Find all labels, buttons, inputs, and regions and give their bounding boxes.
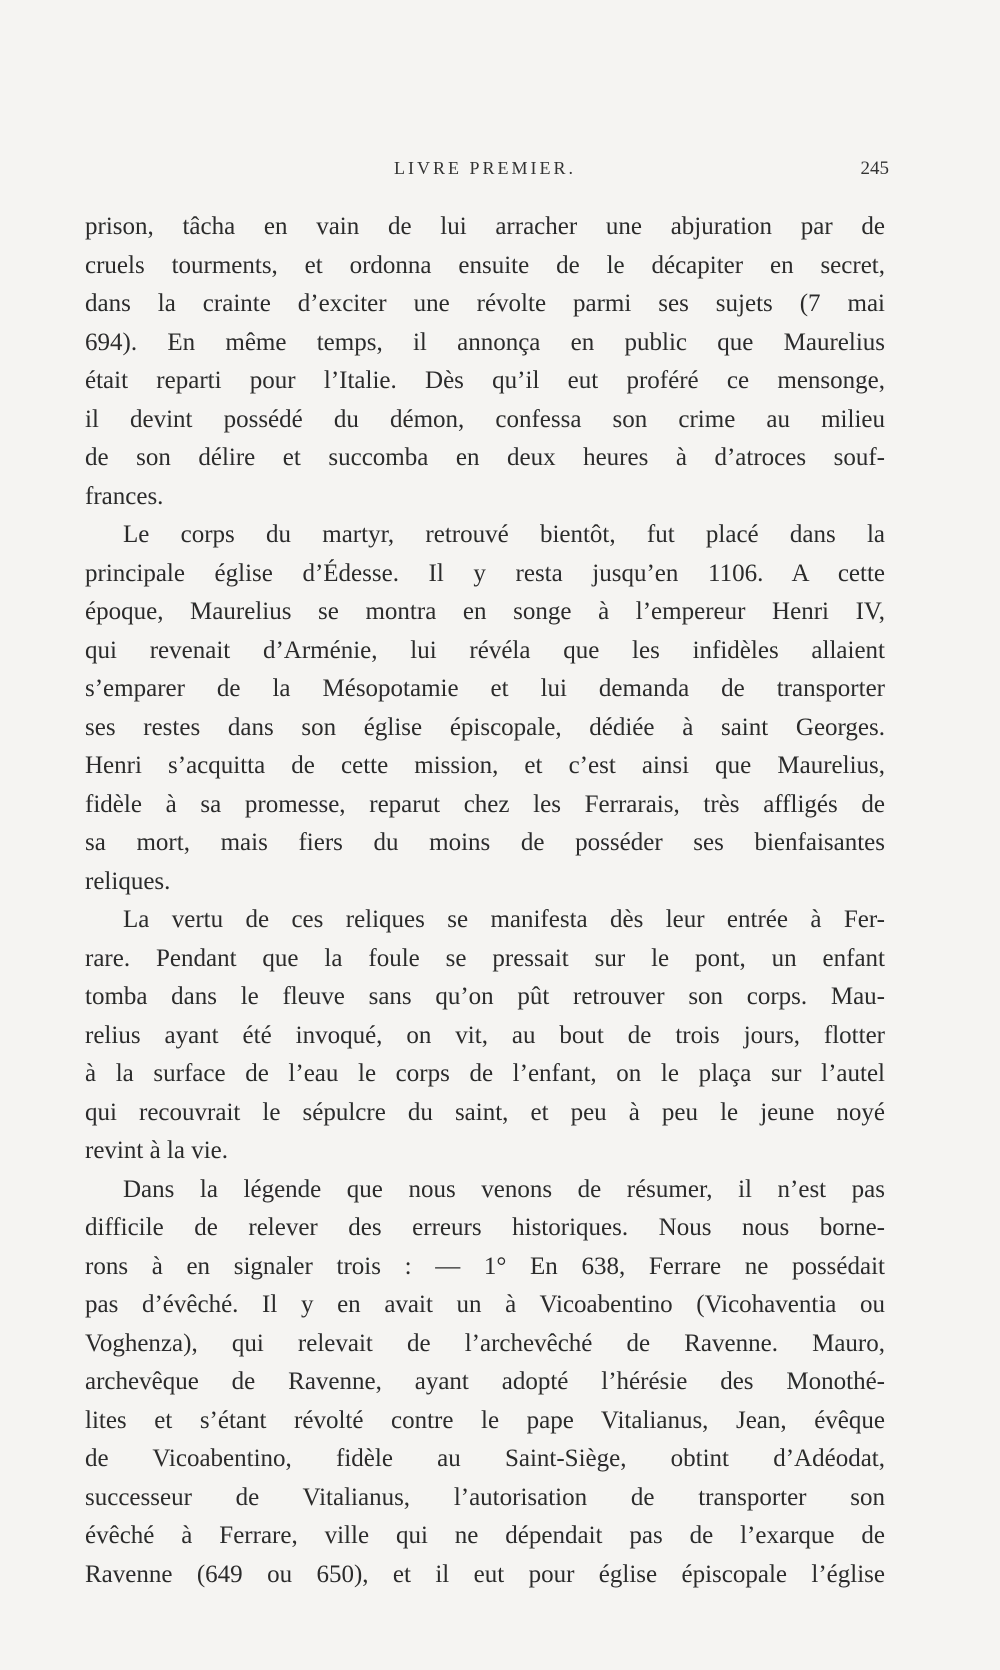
text-line: Voghenza), qui relevait de l’archevêché de Ravenne. Mauro, [85, 1329, 885, 1357]
text-line: Le corps du martyr, retrouvé bientôt, fut placé dans la [123, 521, 885, 548]
text-line: pas d’évêché. Il y en avait un à Vicoabentino (Vicohaventia ou [85, 1291, 885, 1318]
text-line: reliques. [85, 867, 171, 895]
text-line: qui recouvrait le sépulcre du saint, et peu à peu le jeune noyé [85, 1098, 885, 1126]
text-line: archevêque de Ravenne, ayant adopté l’hérésie des Monothé- [85, 1368, 885, 1395]
text-line: revint à la vie. [85, 1137, 228, 1164]
text-line: 694). En même temps, il annonça en public que Maurelius [85, 328, 885, 356]
text-line: à la surface de l’eau le corps de l’enfant, on le plaça sur l’autel [85, 1060, 885, 1087]
body-text [85, 208, 885, 1594]
text-line: dans la crainte d’exciter une révolte parmi ses sujets (7 mai [85, 290, 885, 317]
page-number: 245 [860, 158, 889, 179]
text-line: difficile de relever des erreurs historiques. Nous nous borne- [85, 1214, 885, 1241]
text-line: qui revenait d’Arménie, lui révéla que les infidèles allaient [85, 636, 885, 664]
text-line: frances. [85, 482, 164, 510]
running-head [85, 158, 889, 188]
text-line: de Vicoabentino, fidèle au Saint-Siège, obtint d’Adéodat, [85, 1445, 885, 1472]
text-line: Henri s’acquitta de cette mission, et c’est ainsi que Maurelius, [85, 752, 885, 779]
text-line: relius ayant été invoqué, on vit, au bout de trois jours, flotter [85, 1021, 885, 1049]
text-line: il devint possédé du démon, confessa son crime au milieu [85, 405, 885, 433]
text-line: rare. Pendant que la foule se pressait sur le pont, un enfant [85, 944, 885, 972]
text-line: cruels tourments, et ordonna ensuite de le décapiter en secret, [85, 251, 885, 279]
text-line: La vertu de ces reliques se manifesta dès leur entrée à Fer- [123, 906, 885, 933]
text-line: fidèle à sa promesse, reparut chez les Ferrarais, très affligés de [85, 790, 885, 818]
text-line: époque, Maurelius se montra en songe à l’empereur Henri IV, [85, 598, 885, 625]
text-line: évêché à Ferrare, ville qui ne dépendait pas de l’exarque de [85, 1522, 885, 1549]
text-line: principale église d’Édesse. Il y resta jusqu’en 1106. A cette [85, 559, 885, 587]
text-line: ses restes dans son église épiscopale, dédiée à saint Georges. [85, 713, 885, 741]
text-line: de son délire et succomba en deux heures à d’atroces souf- [85, 444, 885, 471]
text-line: rons à en signaler trois : — 1° En 638, Ferrare ne possédait [85, 1252, 885, 1280]
text-line: successeur de Vitalianus, l’autorisation de transporter son [85, 1483, 885, 1511]
text-line: lites et s’étant révolté contre le pape Vitalianus, Jean, évêque [85, 1406, 885, 1434]
text-line: était reparti pour l’Italie. Dès qu’il eut proféré ce mensonge, [85, 367, 885, 394]
running-title: LIVRE PREMIER. [393, 158, 576, 178]
text-line: tomba dans le fleuve sans qu’on pût retrouver son corps. Mau- [85, 983, 885, 1010]
text-line: prison, tâcha en vain de lui arracher une abjuration par de [85, 213, 885, 240]
text-line: Dans la légende que nous venons de résumer, il n’est pas [123, 1175, 885, 1203]
text-line: s’emparer de la Mésopotamie et lui demanda de transporter [85, 675, 885, 702]
text-line: Ravenne (649 ou 650), et il eut pour église épiscopale l’église [85, 1560, 885, 1588]
text-line: sa mort, mais fiers du moins de posséder ses bienfaisantes [85, 829, 885, 856]
